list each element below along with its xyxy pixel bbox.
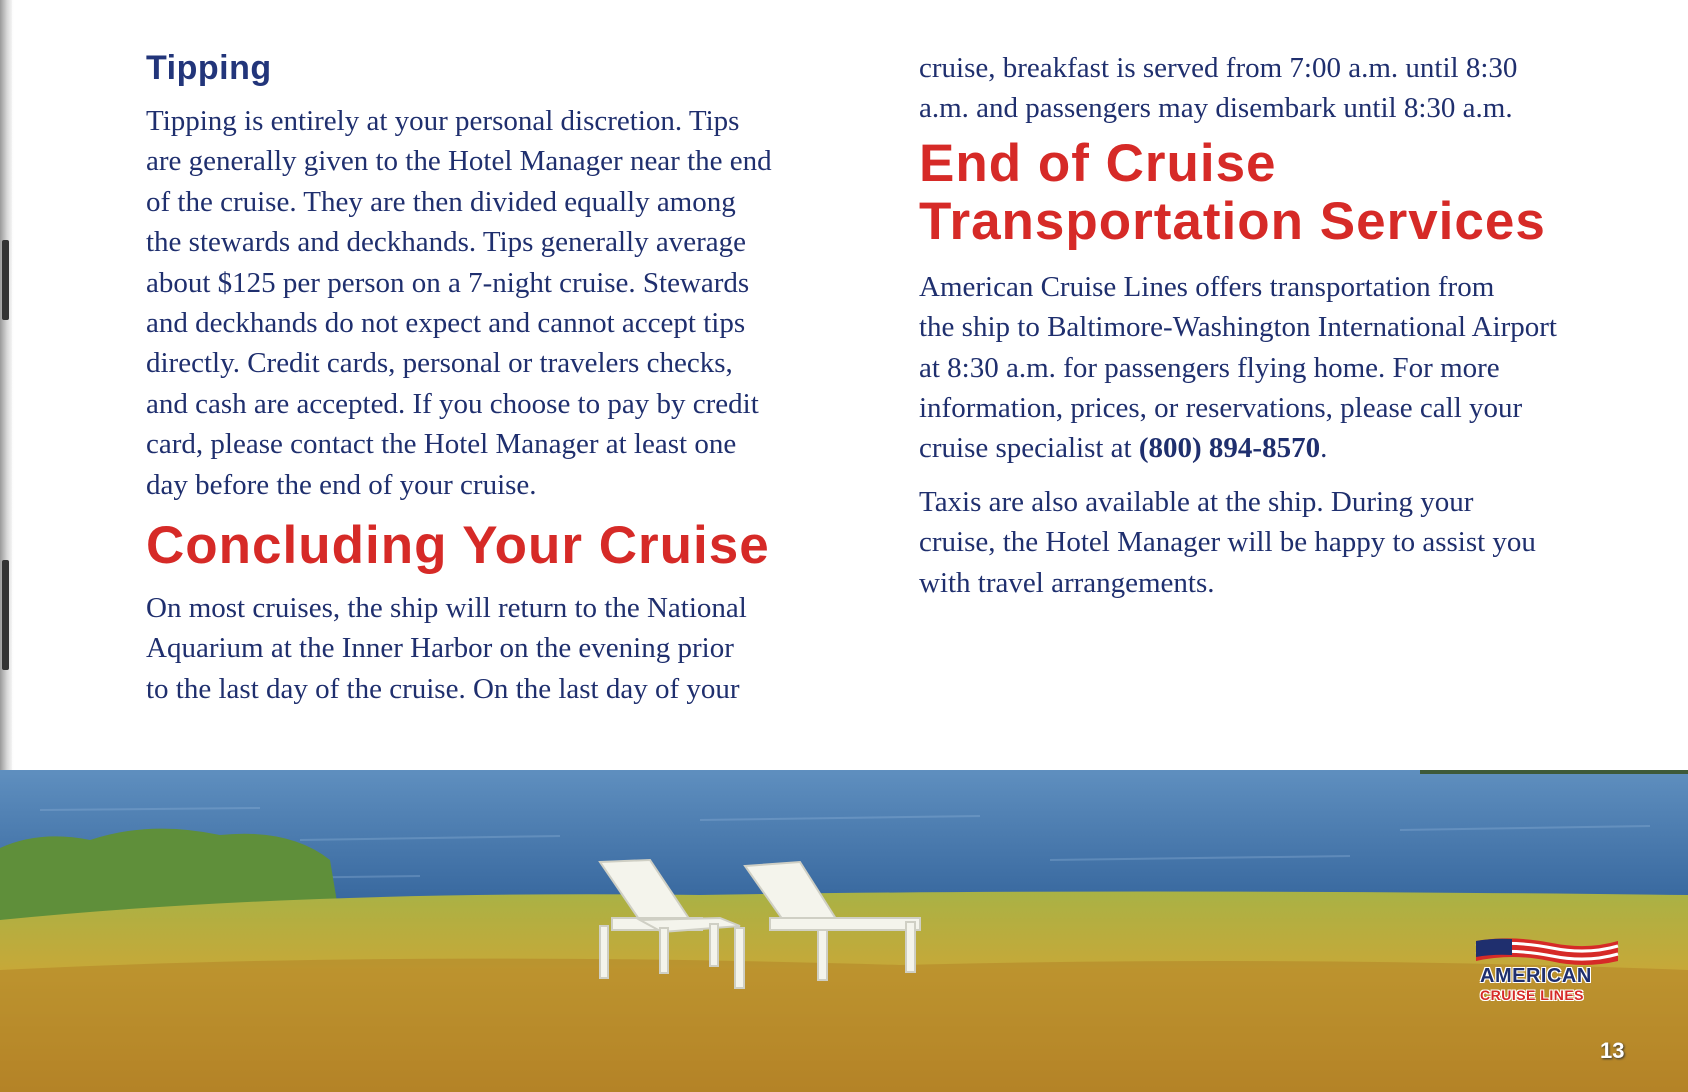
logo-text-cruise-lines: CRUISE LINES [1480,987,1585,1003]
flag-icon [1472,935,1622,967]
concluding-heading: Concluding Your Cruise [146,516,770,576]
transportation-body-text: American Cruise Lines offers transportation from the ship to Baltimore-Washington International Airport at 8:30 a.m. for passengers flying home. For more information, prices, or reservations, please call your cruise specialist at [919,270,1557,465]
transportation-heading: End of Cruise Transportation Services [919,133,1546,251]
american-cruise-lines-logo [1472,935,1640,1007]
right-column [919,48,1659,603]
page-number: 13 [1600,1038,1625,1063]
left-column [146,48,886,709]
transportation-body-end: . [1320,432,1328,465]
staple [2,240,9,320]
tipping-heading: Tipping [146,49,272,87]
phone-number: (800) 894-8570 [1138,432,1321,465]
shoreline-chairs-photo [0,770,1688,1092]
logo-text-american: AMERICAN [1480,965,1592,987]
concluding-continuation: cruise, breakfast is served from 7:00 a.m. until 8:30 a.m. and passengers may disembark until 8:30 a.m. [919,52,1518,125]
transportation-body [919,267,1659,469]
tipping-body: Tipping is entirely at your personal discretion. Tips are generally given to the Hotel Manager near the end of the cruise. They are then divided equally among the stewards and deckhands. Tips generally average about $125 per person on a 7-night cruise. Stewards and deckhands do not expect and cannot accept tips directly. Credit cards, personal or travelers checks, and cash are accepted. If you choose to pay by credit card, please contact the Hotel Manager at least one day before the end of your cruise. [146,105,772,501]
taxis-body: Taxis are also available at the ship. During your cruise, the Hotel Manager will be happy to assist you with travel arrangements. [919,485,1536,599]
concluding-body: On most cruises, the ship will return to the National Aquarium at the Inner Harbor on the evening prior to the last day of the cruise. On the last day of your [146,592,747,705]
staple [2,560,9,670]
